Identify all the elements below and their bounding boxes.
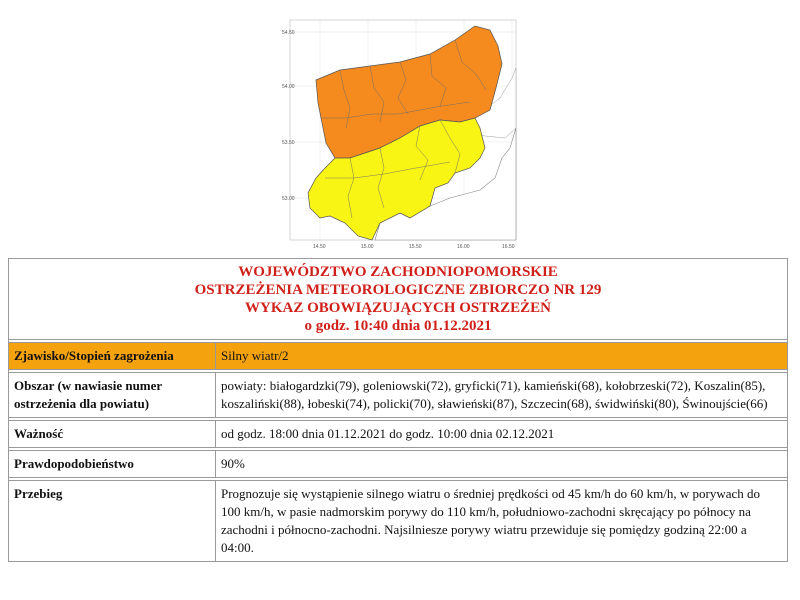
row-label: Prawdopodobieństwo (9, 451, 216, 478)
row-value: Silny wiatr/2 (216, 343, 788, 370)
row-value: 90% (216, 451, 788, 478)
row-obszar (9, 373, 788, 418)
voivodeship-map-svg (280, 18, 520, 250)
row-przebieg (9, 481, 788, 562)
lon-tick: 16.00 (457, 244, 470, 250)
header-row (9, 259, 788, 340)
warning-map (280, 18, 520, 250)
row-label: Zjawisko/Stopień zagrożenia (9, 343, 216, 370)
row-value: powiaty: białogardzki(79), goleniowski(72), gryficki(71), kamieński(68), kołobrzeski(72), Koszalin(85), koszaliński(88), łobeski(74), policki(70), sławieński(87), Szczecin(68), świdwiński(80), Świnoujście(66) (216, 373, 788, 418)
lat-tick: 54.50 (282, 30, 295, 36)
lon-tick: 15.00 (361, 244, 374, 250)
lon-tick: 14.50 (313, 244, 326, 250)
lon-tick: 15.50 (409, 244, 422, 250)
warning-table (8, 258, 788, 562)
row-label: Ważność (9, 421, 216, 448)
row-label: Obszar (w nawiasie numer ostrzeżenia dla powiatu) (9, 373, 216, 418)
header-cell (9, 259, 788, 340)
row-waznosc (9, 421, 788, 448)
row-zjawisko (9, 343, 788, 370)
lat-tick: 53.00 (282, 196, 295, 202)
row-value: od godz. 18:00 dnia 01.12.2021 do godz. 10:00 dnia 02.12.2021 (216, 421, 788, 448)
lat-tick: 54.00 (282, 84, 295, 90)
list-title: WYKAZ OBOWIĄZUJĄCYCH OSTRZEŻEŃ (245, 300, 551, 316)
region-title: WOJEWÓDZTWO ZACHODNIOPOMORSKIE (238, 264, 558, 280)
row-prawdopodobienstwo (9, 451, 788, 478)
issue-time: o godz. 10:40 dnia 01.12.2021 (304, 318, 492, 334)
lat-tick: 53.50 (282, 140, 295, 146)
row-value: Prognozuje się wystąpienie silnego wiatru o średniej prędkości od 45 km/h do 60 km/h, w porywach do 100 km/h, w pasie nadmorskim porywy do 110 km/h, południowo-zachodni skręcający po północy na zachodni i północno-zachodni. Najsilniesze porywy wiatru przewiduje się pomiędzy godziną 22:00 a 04:00. (216, 481, 788, 562)
bulletin-title: OSTRZEŻENIA METEOROLOGICZNE ZBIORCZO NR 129 (194, 282, 602, 298)
row-label: Przebieg (9, 481, 216, 562)
lon-tick: 16.50 (502, 244, 515, 250)
